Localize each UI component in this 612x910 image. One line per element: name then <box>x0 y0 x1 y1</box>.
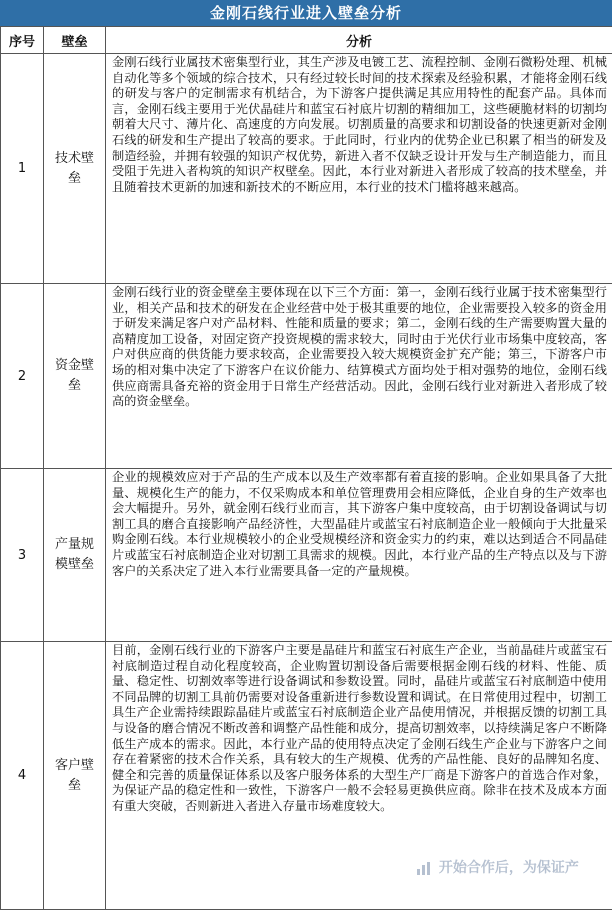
row-barrier: 资金壁垒 <box>44 284 106 469</box>
row-barrier: 产量规模壁垒 <box>44 469 106 642</box>
table-header-row <box>1 27 612 54</box>
row-analysis: 目前，金刚石线行业的下游客户主要是晶硅片和蓝宝石衬底生产企业，当前晶硅片或蓝宝石衬底制造过程自动化程度较高，企业购置切割设备后需要根据金刚石线的材料、性能、质量、稳定性、切割效率等进行设备调试和参数设置。同时，晶硅片或蓝宝石衬底制造中使用不同品牌的切割工具前仍需要对设备重新进行参数设置和调试。在日常使用过程中，切割工具生产企业需持续跟踪晶硅片或蓝宝石衬底制造企业产品使用情况，并根据反馈的切割工具与设备的磨合情况不断改善和调整产品性能和成分，提高切割效率，以持续满足客户不断降低生产成本的需求。因此，本行业产品的使用特点决定了金刚石线生产企业与下游客户之间存在着紧密的技术合作关系，具有较大的生产规模、优秀的产品性能、良好的品牌知名度、健全和完善的质量保证体系以及客户服务体系的大型生产厂商是下游客户的首选合作对象，为保证产品的稳定性和一致性，下游客户一般不会轻易更换供应商。除非在技术及成本方面有重大突破，否则新进入者进入存量市场难度较大。 <box>106 642 612 910</box>
table-row <box>1 54 612 284</box>
page-title: 金刚石线行业进入壁垒分析 <box>0 0 612 26</box>
bar-chart-icon <box>416 860 432 876</box>
table-row <box>1 469 612 642</box>
header-index: 序号 <box>1 27 44 54</box>
row-barrier: 客户壁垒 <box>44 642 106 910</box>
watermark <box>416 854 596 882</box>
barrier-table <box>0 26 612 910</box>
row-index: 3 <box>1 469 44 642</box>
table-row <box>1 284 612 469</box>
row-analysis: 金刚石线行业的资金壁垒主要体现在以下三个方面：第一，金刚石线行业属于技术密集型行业，相关产品和技术的研发在企业经营中处于极其重要的地位，企业需要投入较多的资金用于研发来满足客户对产品材料、性能和质量的要求；第二，金刚石线的生产需要购置大量的高精度加工设备，对固定资产投资规模的需求较大，同时由于光伏行业市场集中度较高，客户对供应商的供货能力要求较高，企业需要投入较大规模资金扩充产能；第三，下游客户市场的相对集中决定了下游客户在议价能力、结算模式方面均处于相对强势的地位，金刚石线供应商需具备充裕的资金用于日常生产经营活动。因此，金刚石线行业对新进入者形成了较高的资金壁垒。 <box>106 284 612 469</box>
header-barrier: 壁垒 <box>44 27 106 54</box>
row-analysis: 金刚石线行业属技术密集型行业，其生产涉及电镀工艺、流程控制、金刚石微粉处理、机械自动化等多个领域的综合技术，只有经过较长时间的技术探索及经验积累，才能将金刚石线的研发与客户的定制需求有机结合，为下游客户提供满足其应用特性的配套产品。具体而言，金刚石线主要用于光伏晶硅片和蓝宝石衬底片切割的精细加工，这些硬脆材料的切割均朝着大尺寸、薄片化、高速度的方向发展。切割质量的高要求和切割设备的快速更新对金刚石线的研发和生产提出了较高的要求。于此同时，行业内的优势企业已积累了相当的研发及制造经验，并拥有较强的知识产权优势，新进入者不仅缺乏设计开发与生产制造能力，而且受阻于先进入者构筑的知识产权壁垒。因此，本行业对新进入者形成了较高的技术壁垒，并且随着技术更新的加速和新技术的不断应用，本行业的技术门槛将越来越高。 <box>106 54 612 284</box>
row-barrier: 技术壁垒 <box>44 54 106 284</box>
row-analysis: 企业的规模效应对于产品的生产成本以及生产效率都有着直接的影响。企业如果具备了大批量、规模化生产的能力，不仅采购成本和单位管理费用会相应降低，企业自身的生产效率也会大幅提升。另外，就金刚石线行业而言，其下游客户集中度较高，由于切割设备调试与切割工具的磨合直接影响产品经济性，大型晶硅片或蓝宝石衬底制造企业一般倾向于大批量采购金刚石线。本行业规模较小的企业受规模经济和资金实力的约束，难以达到适合不同晶硅片或蓝宝石衬底制造企业对切割工具需求的规模。因此，本行业产品的生产特点以及与下游客户的关系决定了进入本行业需要具备一定的产量规模。 <box>106 469 612 642</box>
watermark-text: 开始合作后，为保证产 <box>439 860 579 876</box>
row-index: 2 <box>1 284 44 469</box>
row-index: 1 <box>1 54 44 284</box>
row-index: 4 <box>1 642 44 910</box>
header-analysis: 分析 <box>106 27 612 54</box>
